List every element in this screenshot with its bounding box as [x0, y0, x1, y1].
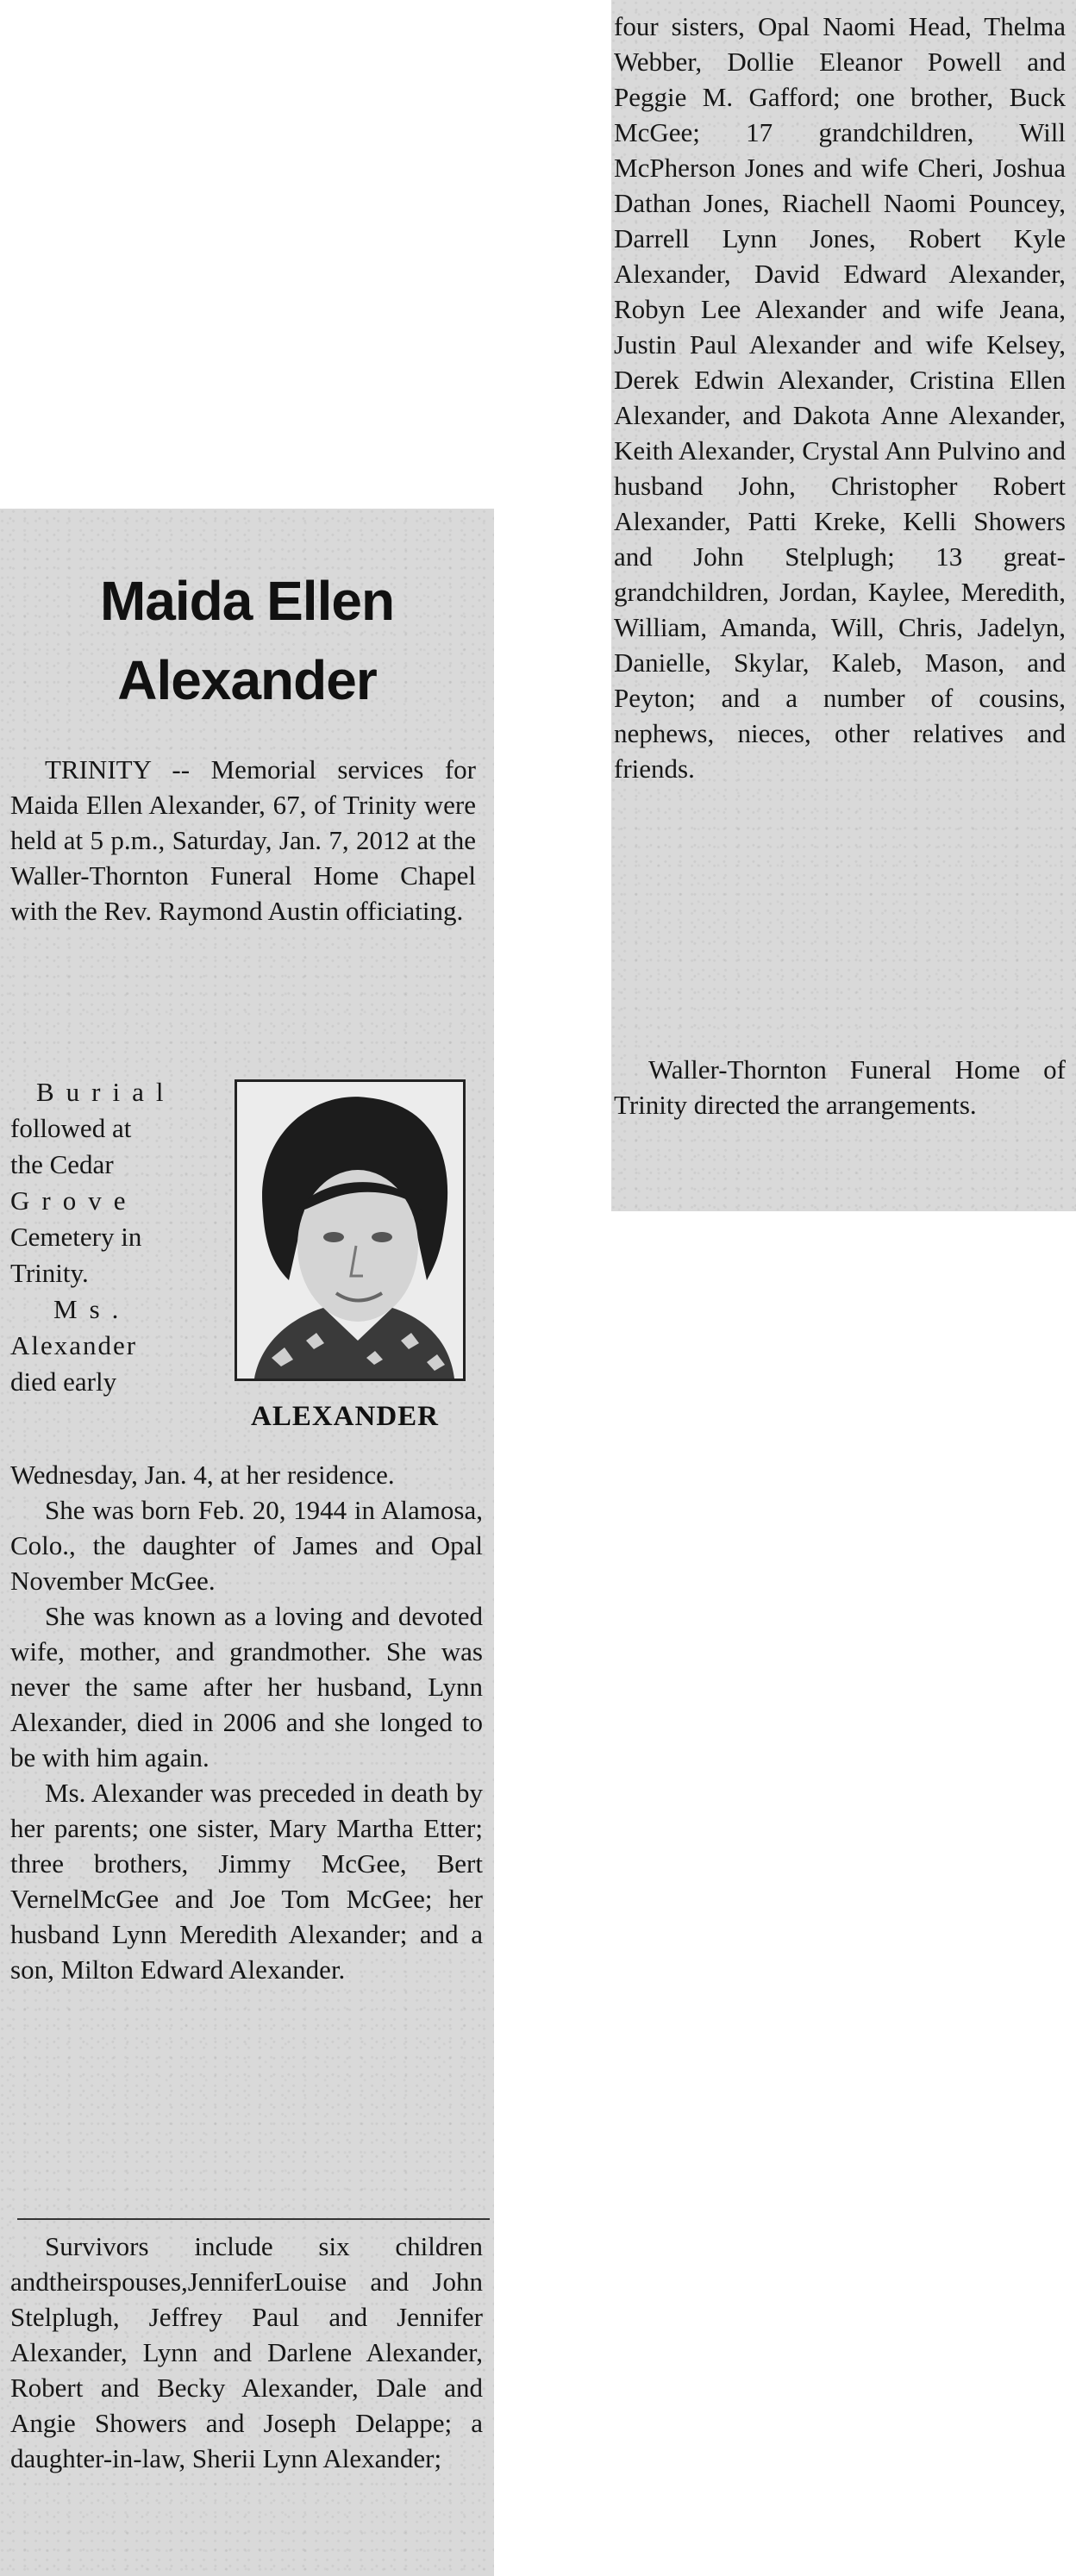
burial-line: died early — [10, 1366, 117, 1397]
burial-grove: Grove — [10, 1185, 138, 1216]
burial-word: Burial — [36, 1077, 176, 1107]
lede-paragraph — [10, 752, 476, 928]
burial-line: Alexander — [10, 1330, 138, 1360]
headline-name: Maida Ellen — [99, 570, 395, 632]
divider — [17, 2218, 490, 2220]
body-paragraph: Ms. Alexander was preceded in death by her parents; one sister, Mary Martha Etter; three brothers, Jimmy McGee, Bert VernelMcGee and Joe Tom McGee; her husband Lynn Meredith Alexander; and a son, Milton Edward Alexander. — [10, 1778, 483, 1985]
body-paragraph: Survivors include six children andtheirspouses,JenniferLouise and John Stelplugh, Jeffrey Paul and Jennifer Alexander, Lynn and Darlene Alexander, Robert and Becky Alexander, Dale and Angie Showers and Joseph Delappe; a daughter-in-law, Sherii Lynn Alexander; — [10, 2231, 483, 2473]
portrait-photo — [235, 1079, 466, 1381]
body-right-column — [614, 9, 1066, 786]
portrait-image — [237, 1082, 463, 1379]
burial-line: followed at — [10, 1113, 132, 1143]
burial-line: the Cedar — [10, 1149, 114, 1179]
closing-paragraph — [614, 1052, 1066, 1122]
burial-line: Cemetery in — [10, 1222, 142, 1252]
photo-caption: ALEXANDER — [250, 1401, 440, 1432]
body-paragraph: She was born Feb. 20, 1944 in Alamosa, Colo., the daughter of James and Opal November McGee. — [10, 1495, 483, 1596]
body-left-column — [10, 1457, 483, 1987]
burial-wrap-text — [10, 1074, 217, 1400]
survivors-intro — [10, 2229, 483, 2476]
closing-text: Waller-Thornton Funeral Home of Trinity directed the arrangements. — [614, 1054, 1066, 1120]
burial-ms: Ms. — [53, 1294, 131, 1324]
body-paragraph: She was known as a loving and devoted wife, mother, and grandmother. She was never the same after her husband, Lynn Alexander, died in 2006 and she longed to be with him again. — [10, 1601, 483, 1773]
body-paragraph: four sisters, Opal Naomi Head, Thelma Webber, Dollie Eleanor Powell and Peggie M. Gafford; one brother, Buck McGee; 17 grandchildren, Will McPherson Jones and wife Cheri, Joshua Dathan Jones, Riachell Naomi Pouncey, Darrell Lynn Jones, Robert Kyle Alexander, David Edward Alexander, Robyn Lee Alexander and wife Jeana, Justin Paul Alexander and wife Kelsey, Derek Edwin Alexander, Cristina Ellen Alexander, and Dakota Anne Alexander, Keith Alexander, Crystal Ann Pulvino and husband John, Christopher Robert Alexander, Patti Kreke, Kelli Showers and John Stelplugh; 13 great-grandchildren, Jordan, Kaylee, Meredith, William, Amanda, Will, Chris, Jadelyn, Danielle, Skylar, Kaleb, Mason, and Peyton; and a number of cousins, nephews, nieces, other relatives and friends. — [614, 11, 1066, 784]
lede-text: TRINITY -- Memorial services for Maida Ellen Alexander, 67, of Trinity were held at 5 p.m., Saturday, Jan. 7, 2012 at the Waller-Thornton Funeral Home Chapel with the Rev. Raymond Austin officiating. — [10, 754, 476, 926]
body-paragraph: Wednesday, Jan. 4, at her residence. — [10, 1460, 395, 1490]
headline-surname: Alexander — [117, 649, 377, 711]
burial-line: Trinity. — [10, 1258, 89, 1288]
